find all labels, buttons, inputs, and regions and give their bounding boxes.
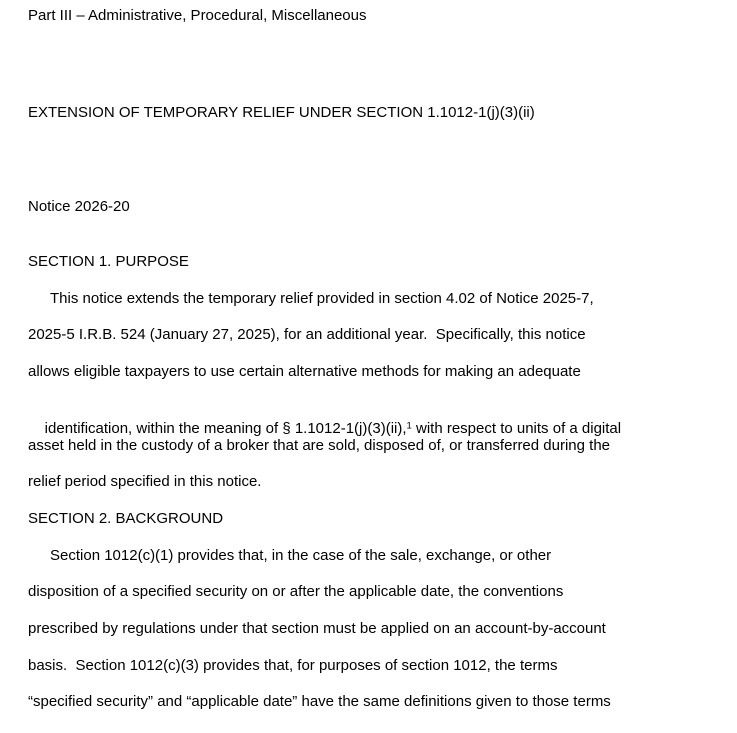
section-1-paragraph-line: relief period specified in this notice.	[28, 473, 262, 490]
document-title: EXTENSION OF TEMPORARY RELIEF UNDER SECTION 1.1012-1(j)(3)(ii)	[28, 104, 535, 121]
section-1-heading: SECTION 1. PURPOSE	[28, 253, 189, 270]
line-text-after-footnote: with respect to units of a digital	[411, 420, 622, 437]
section-2-paragraph-line: prescribed by regulations under that section must be applied on an account-by-account	[28, 620, 606, 637]
section-2-heading: SECTION 2. BACKGROUND	[28, 510, 224, 527]
section-2-paragraph-line: “specified security” and “applicable date” have the same definitions given to those terms	[28, 693, 611, 710]
section-2-paragraph-line: basis. Section 1012(c)(3) provides that, for purposes of section 1012, the terms	[28, 657, 558, 674]
section-2-paragraph-line: disposition of a specified security on or after the applicable date, the conventions	[28, 583, 564, 600]
section-1-paragraph-line: 2025-5 I.R.B. 524 (January 27, 2025), for an additional year. Specifically, this notice	[28, 326, 586, 343]
notice-number: Notice 2026-20	[28, 198, 130, 215]
section-1-paragraph-line: This notice extends the temporary relief provided in section 4.02 of Notice 2025-7,	[50, 290, 594, 307]
footnote-reference: 1	[406, 420, 412, 432]
part-heading: Part III – Administrative, Procedural, Miscellaneous	[28, 7, 367, 24]
section-1-paragraph-line: allows eligible taxpayers to use certain alternative methods for making an adequate	[28, 363, 581, 380]
line-text-before-footnote: identification, within the meaning of § 1.1012-1(j)(3)(ii),	[44, 420, 407, 437]
section-1-paragraph-line: asset held in the custody of a broker that are sold, disposed of, or transferred during the	[28, 437, 611, 454]
section-2-paragraph-line: Section 1012(c)(1) provides that, in the case of the sale, exchange, or other	[50, 547, 552, 564]
